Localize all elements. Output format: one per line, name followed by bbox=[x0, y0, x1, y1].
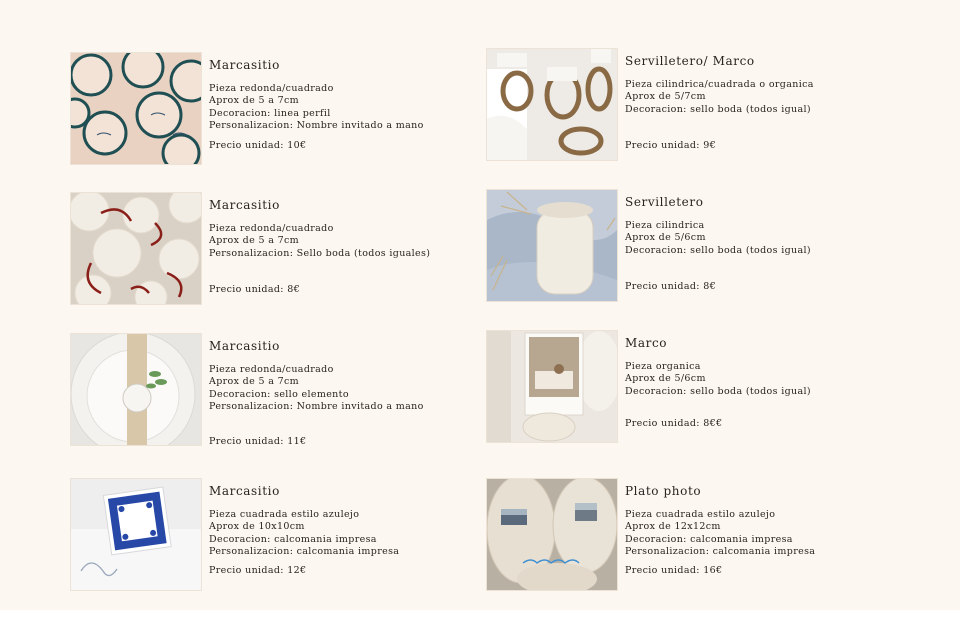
product-details bbox=[209, 223, 430, 260]
product-price: Precio unidad: 9€ bbox=[625, 140, 717, 151]
product-price: Precio unidad: 12€ bbox=[209, 565, 307, 576]
product-title: Plato photo bbox=[625, 484, 702, 498]
product-details bbox=[209, 364, 424, 413]
detail-line: Decoracion: sello boda (todos igual) bbox=[625, 103, 811, 115]
detail-line: Decoracion: sello boda (todos igual) bbox=[625, 244, 811, 256]
napkin-ring-frame-photo bbox=[486, 48, 618, 161]
product-price: Precio unidad: 16€ bbox=[625, 565, 723, 576]
detail-line: Aprox de 5 a 7cm bbox=[209, 376, 300, 388]
product-title: Marcasitio bbox=[209, 58, 280, 72]
product-price: Precio unidad: 8€€ bbox=[625, 418, 723, 429]
ribbon-place-cards-photo bbox=[70, 192, 202, 305]
detail-line: Pieza organica bbox=[625, 361, 701, 372]
detail-line: Pieza redonda/cuadrado bbox=[209, 364, 334, 375]
photo-frame-photo bbox=[486, 330, 618, 443]
product-title: Servilletero/ Marco bbox=[625, 54, 755, 68]
product-details bbox=[625, 79, 814, 116]
product-details bbox=[625, 361, 811, 398]
detail-line: Pieza redonda/cuadrado bbox=[209, 83, 334, 94]
detail-line: Aprox de 5/7cm bbox=[625, 91, 706, 103]
product-title: Marco bbox=[625, 336, 668, 350]
detail-line: Pieza redonda/cuadrado bbox=[209, 223, 334, 234]
product-details bbox=[625, 509, 815, 558]
product-price: Precio unidad: 8€ bbox=[209, 284, 301, 295]
detail-line: Aprox de 5/6cm bbox=[625, 373, 706, 385]
product-details bbox=[625, 220, 811, 257]
product-price: Precio unidad: 8€ bbox=[625, 281, 717, 292]
photo-plate-photo bbox=[486, 478, 618, 591]
detail-line: Decoracion: sello elemento bbox=[209, 388, 349, 400]
detail-line: Personalizacion: Nombre invitado a mano bbox=[209, 119, 424, 131]
detail-line: Aprox de 10x10cm bbox=[209, 521, 305, 533]
ceramic-place-cards-photo bbox=[70, 52, 202, 165]
napkin-ring-photo bbox=[486, 189, 618, 302]
detail-line: Pieza cilindrica bbox=[625, 220, 705, 231]
product-title: Servilletero bbox=[625, 195, 704, 209]
detail-line: Personalizacion: calcomania impresa bbox=[625, 545, 816, 557]
product-title: Marcasitio bbox=[209, 198, 280, 212]
tile-place-card-photo bbox=[70, 478, 202, 591]
plate-place-card-photo bbox=[70, 333, 202, 446]
detail-line: Decoracion: calcomania impresa bbox=[625, 533, 793, 545]
detail-line: Aprox de 5 a 7cm bbox=[209, 235, 300, 247]
detail-line: Decoracion: linea perfil bbox=[209, 107, 331, 119]
product-details bbox=[209, 83, 424, 132]
detail-line: Aprox de 5 a 7cm bbox=[209, 95, 300, 107]
product-title: Marcasitio bbox=[209, 484, 280, 498]
detail-line: Personalizacion: Sello boda (todos iguales) bbox=[209, 247, 431, 259]
product-title: Marcasitio bbox=[209, 339, 280, 353]
detail-line: Pieza cilindrica/cuadrada o organica bbox=[625, 79, 814, 90]
detail-line: Aprox de 12x12cm bbox=[625, 521, 721, 533]
detail-line: Decoracion: sello boda (todos igual) bbox=[625, 385, 811, 397]
product-details bbox=[209, 509, 399, 558]
detail-line: Pieza cuadrada estilo azulejo bbox=[625, 509, 776, 520]
detail-line: Decoracion: calcomania impresa bbox=[209, 533, 377, 545]
product-price: Precio unidad: 11€ bbox=[209, 436, 307, 447]
product-price: Precio unidad: 10€ bbox=[209, 140, 307, 151]
detail-line: Pieza cuadrada estilo azulejo bbox=[209, 509, 360, 520]
detail-line: Personalizacion: Nombre invitado a mano bbox=[209, 400, 424, 412]
detail-line: Aprox de 5/6cm bbox=[625, 232, 706, 244]
detail-line: Personalizacion: calcomania impresa bbox=[209, 545, 400, 557]
